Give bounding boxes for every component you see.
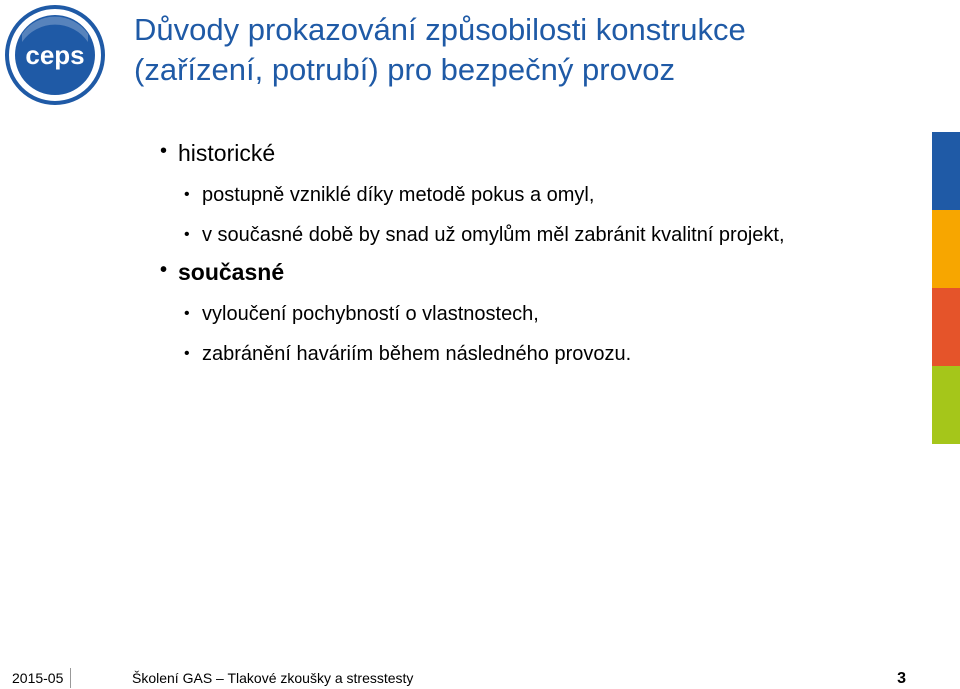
ceps-logo xyxy=(4,4,106,106)
list-item: • v současné době by snad už omylům měl zabránit kvalitní projekt, xyxy=(184,219,900,251)
page-title xyxy=(134,10,924,90)
bullet-content xyxy=(160,140,900,378)
title-line-2: (zařízení, potrubí) pro bezpečný provoz xyxy=(134,52,676,87)
accent-bar-blue xyxy=(932,132,960,210)
section-heading-soucasne: • současné xyxy=(160,259,900,286)
footer-title: Školení GAS – Tlakové zkoušky a stresstesty xyxy=(132,670,414,686)
accent-bar-orange xyxy=(932,210,960,288)
footer xyxy=(0,668,960,689)
title-line-1: Důvody prokazování způsobilosti konstrukce xyxy=(134,12,746,47)
ceps-logo-icon xyxy=(4,4,106,106)
section-heading-historicke: • historické xyxy=(160,140,900,167)
list-item: • postupně vzniklé díky metodě pokus a omyl, xyxy=(184,179,900,211)
accent-color-bars xyxy=(932,132,960,444)
list-item: • zabránění haváriím během následného provozu. xyxy=(184,338,900,370)
list-item: • vyloučení pochybností o vlastnostech, xyxy=(184,298,900,330)
page-number: 3 xyxy=(897,670,906,687)
accent-bar-red xyxy=(932,288,960,366)
accent-bar-green xyxy=(932,366,960,444)
footer-divider xyxy=(70,668,71,688)
footer-date: 2015-05 xyxy=(12,670,64,686)
logo-text: ceps xyxy=(25,40,85,70)
